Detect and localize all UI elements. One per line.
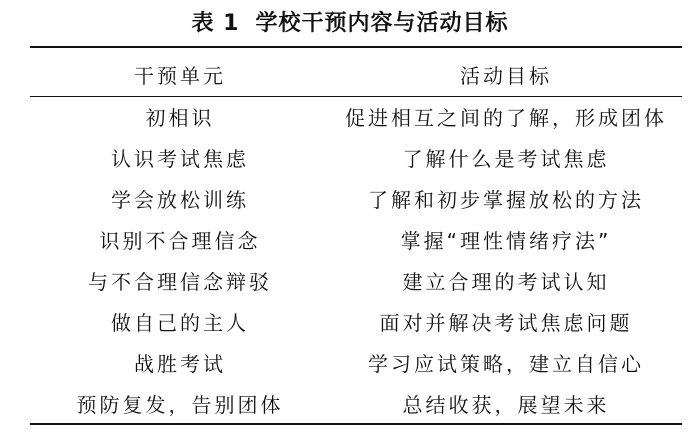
goal-cell: 促进相互之间的了解，形成团体 xyxy=(345,105,667,130)
goal-cell: 建立合理的考试认知 xyxy=(402,269,610,294)
table-row xyxy=(30,219,682,259)
goal-cell: 了解什么是考试焦虑 xyxy=(402,146,610,171)
unit-cell: 预防复发，告别团体 xyxy=(76,392,284,417)
unit-cell: 认识考试焦虑 xyxy=(111,146,249,171)
header-intervention-unit: 干预单元 xyxy=(134,63,226,88)
table-caption xyxy=(0,6,700,37)
unit-cell: 战胜考试 xyxy=(134,351,226,376)
table-row xyxy=(30,137,682,177)
unit-cell: 学会放松训练 xyxy=(111,187,249,212)
goal-cell: 掌握“理性情绪疗法” xyxy=(400,228,612,253)
table-number: 表 1 xyxy=(191,11,240,36)
goal-cell: 学习应试策略，建立自信心 xyxy=(368,351,644,376)
table-row xyxy=(30,178,682,218)
table-row xyxy=(30,383,682,423)
goal-cell: 面对并解决考试焦虑问题 xyxy=(379,310,633,335)
goal-cell: 了解和初步掌握放松的方法 xyxy=(368,187,644,212)
table-header-row xyxy=(30,54,682,94)
table-row xyxy=(30,260,682,300)
unit-cell: 识别不合理信念 xyxy=(99,228,261,253)
table-row xyxy=(30,96,682,136)
unit-cell: 与不合理信念辩驳 xyxy=(88,269,272,294)
unit-cell: 做自己的主人 xyxy=(111,310,249,335)
table-title: 学校干预内容与活动目标 xyxy=(255,11,509,36)
table-row xyxy=(30,301,682,341)
unit-cell: 初相识 xyxy=(145,105,215,130)
header-activity-goal: 活动目标 xyxy=(460,63,552,88)
table-top-rule xyxy=(30,46,682,48)
table-bottom-rule xyxy=(30,423,682,425)
table-row xyxy=(30,342,682,382)
goal-cell: 总结收获，展望未来 xyxy=(402,392,610,417)
